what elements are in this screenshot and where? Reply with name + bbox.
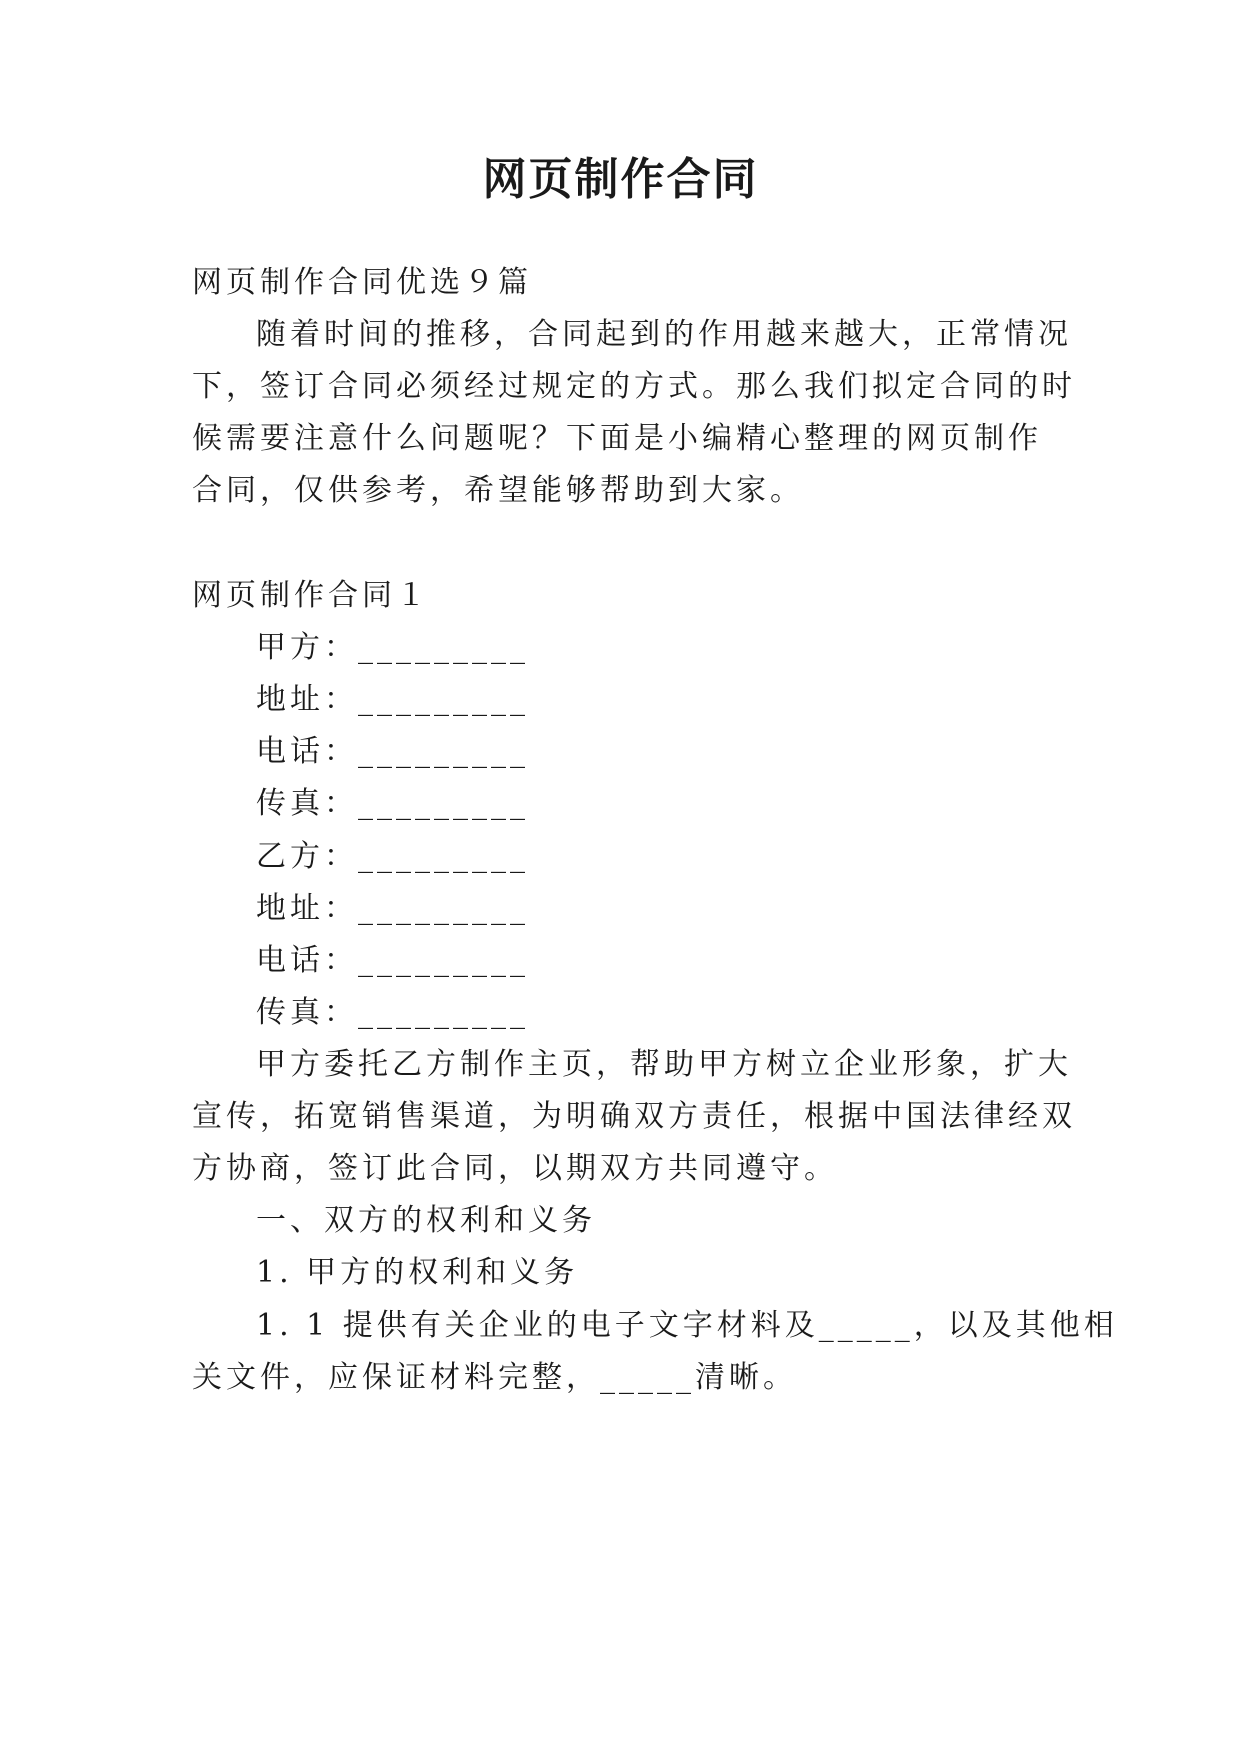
party-b-phone-field: 电话：_________	[256, 943, 529, 978]
clause-1-1-line-2: 关文件，应保证材料完整，_____清晰。	[192, 1360, 797, 1395]
section-heading: 网页制作合同１	[192, 578, 430, 613]
party-a-phone-field: 电话：_________	[256, 734, 529, 769]
clause-1-1-line-1: 1. 1 提供有关企业的电子文字材料及_____，以及其他相	[256, 1308, 1118, 1343]
clause-heading: 一、双方的权利和义务	[256, 1203, 596, 1238]
document-subtitle: 网页制作合同优选９篇	[192, 265, 532, 300]
party-b-address-field: 地址：_________	[256, 891, 529, 926]
party-a-name-field: 甲方：_________	[256, 630, 529, 665]
party-a-address-field: 地址：_________	[256, 682, 529, 717]
purpose-line-1: 甲方委托乙方制作主页，帮助甲方树立企业形象，扩大	[256, 1047, 1072, 1082]
intro-line-4: 合同，仅供参考，希望能够帮助到大家。	[192, 473, 804, 508]
intro-line-3: 候需要注意什么问题呢？下面是小编精心整理的网页制作	[192, 421, 1042, 456]
purpose-line-3: 方协商，签订此合同，以期双方共同遵守。	[192, 1151, 838, 1186]
intro-line-2: 下，签订合同必须经过规定的方式。那么我们拟定合同的时	[192, 369, 1076, 404]
party-b-name-field: 乙方：_________	[256, 839, 529, 874]
intro-line-1: 随着时间的推移，合同起到的作用越来越大，正常情况	[256, 317, 1072, 352]
party-a-fax-field: 传真：_________	[256, 786, 529, 821]
party-b-fax-field: 传真：_________	[256, 995, 529, 1030]
clause-sub-heading: 1. 甲方的权利和义务	[256, 1255, 579, 1290]
purpose-line-2: 宣传，拓宽销售渠道，为明确双方责任，根据中国法律经双	[192, 1099, 1076, 1134]
document-title: 网页制作合同	[482, 154, 759, 205]
